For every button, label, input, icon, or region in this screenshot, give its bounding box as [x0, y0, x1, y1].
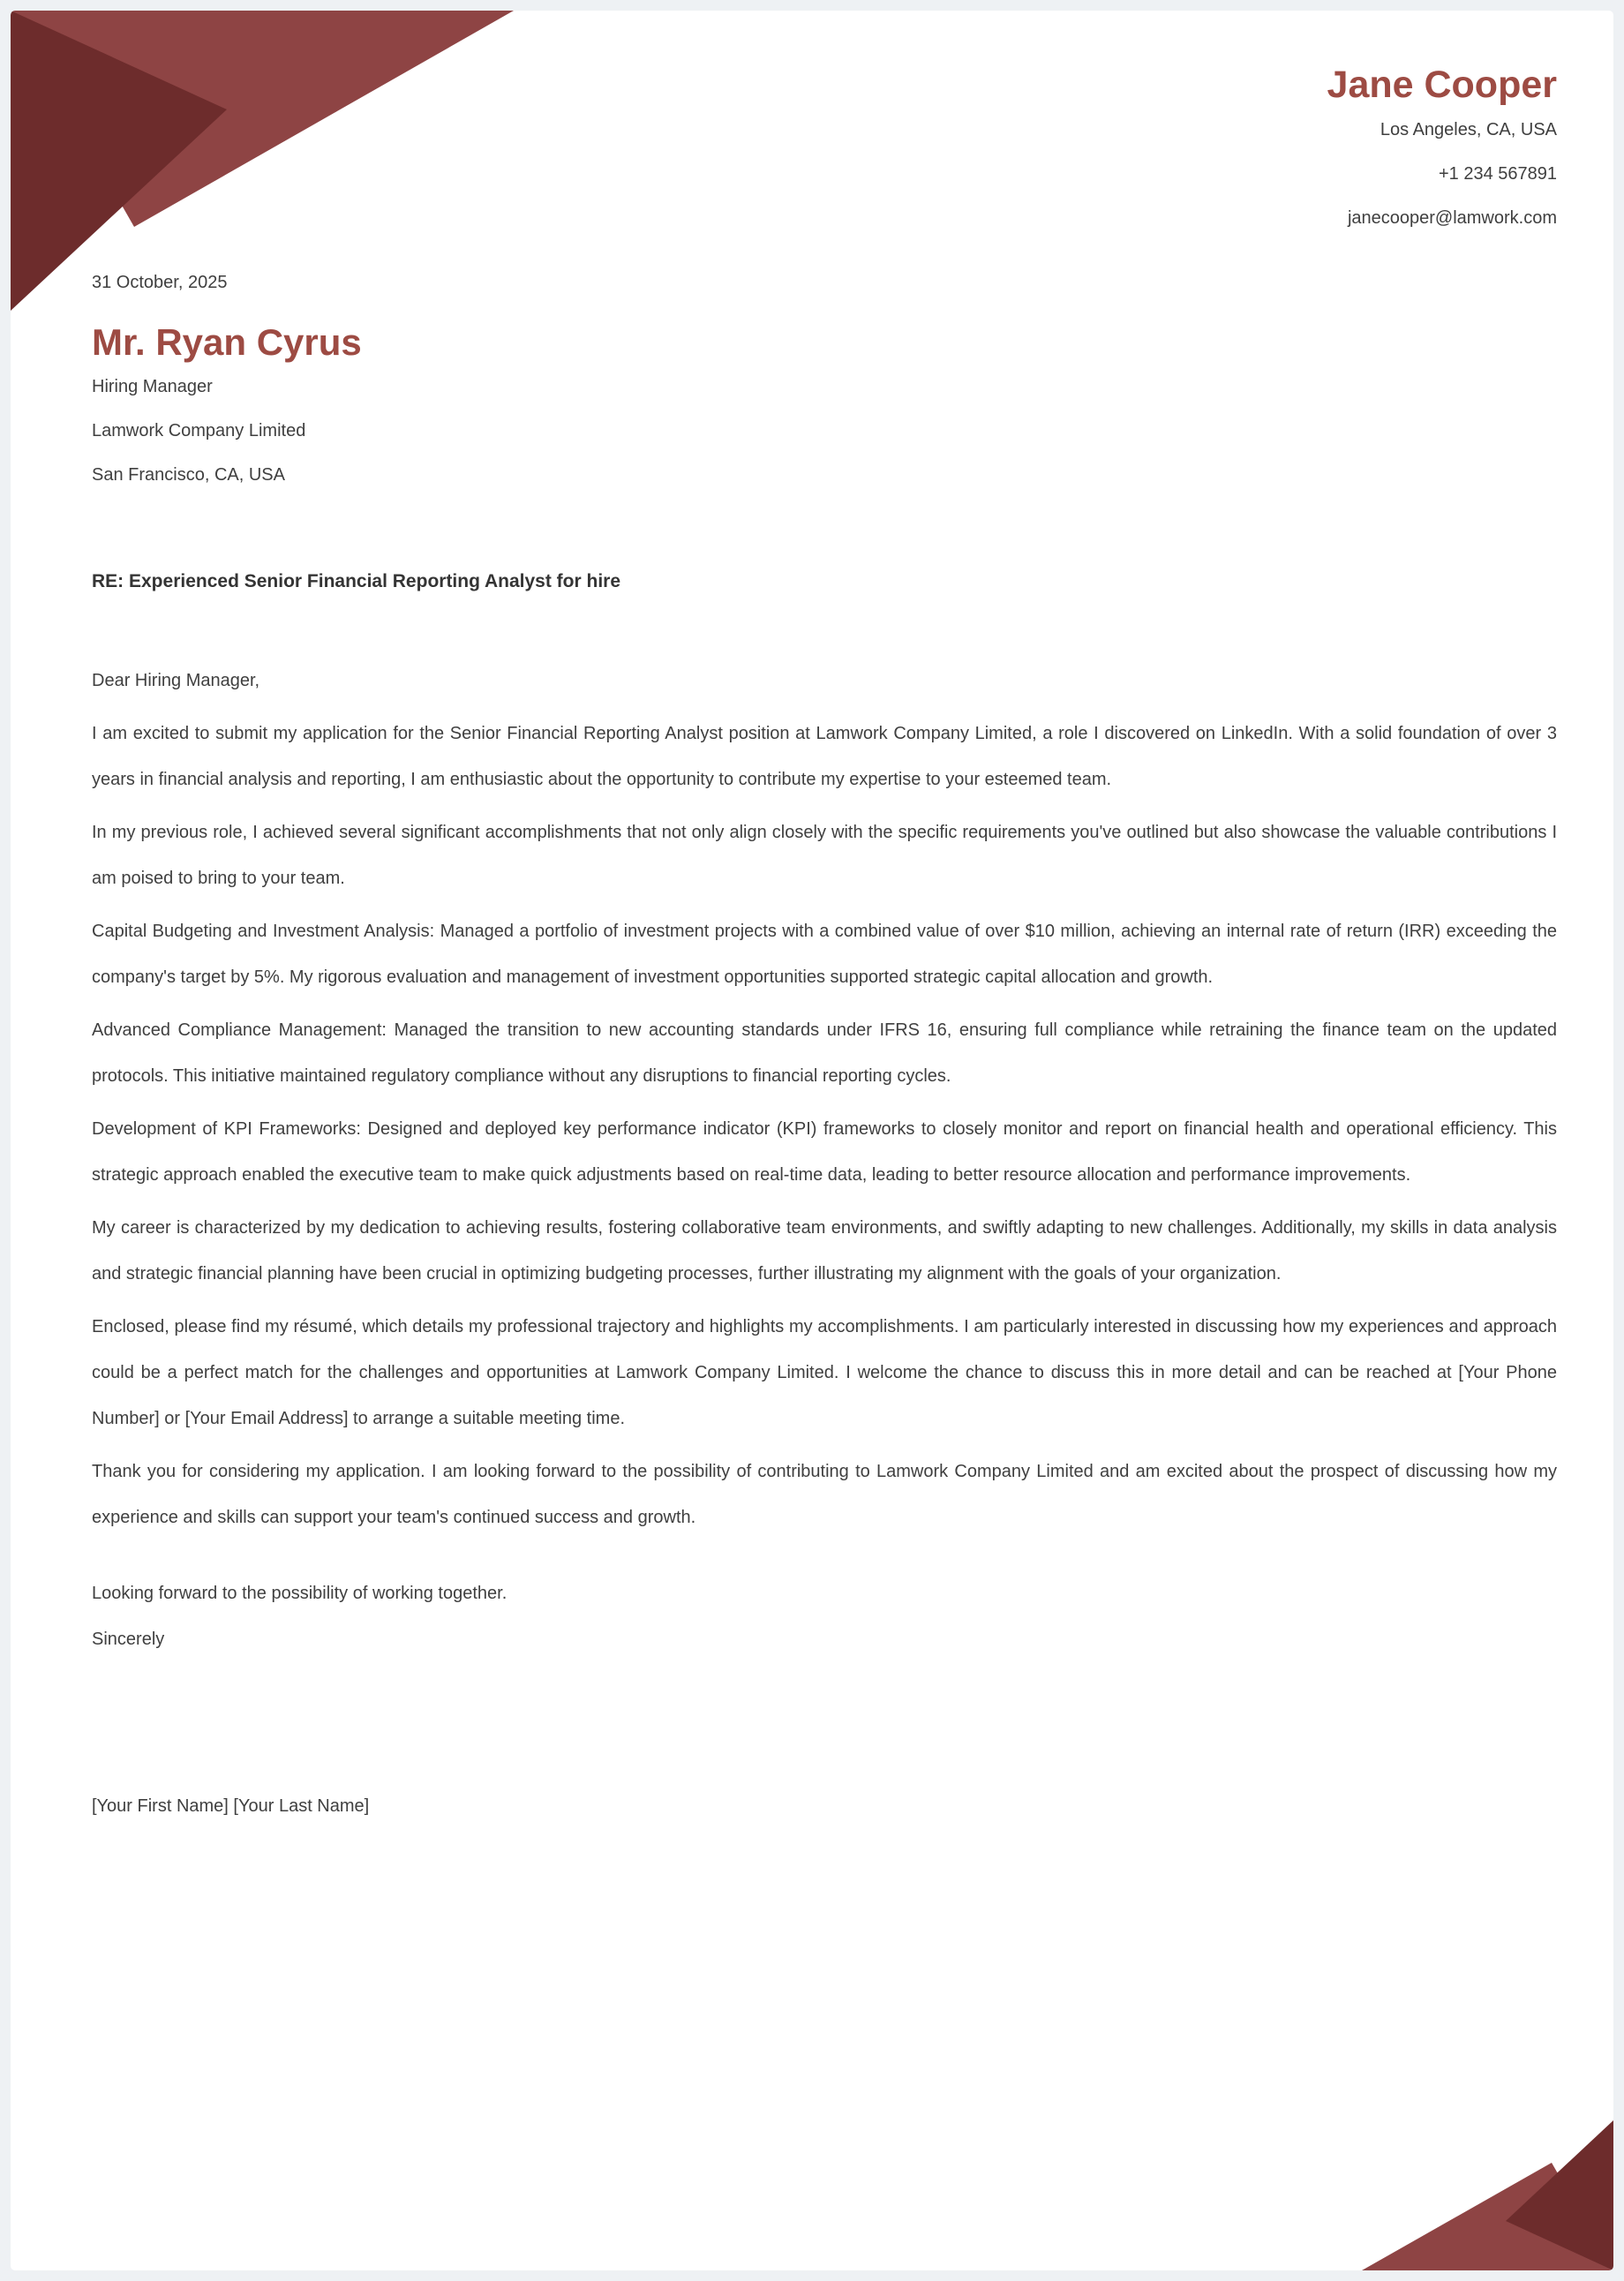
recipient-name: Mr. Ryan Cyrus — [92, 321, 362, 363]
recipient-title: Hiring Manager — [92, 377, 213, 396]
sender-name: Jane Cooper — [1327, 64, 1557, 106]
body-paragraph: Thank you for considering my application. I am looking forward to the possibility of contributing to Lamwork Company Limited and am excited about the prospect of discussing how my experience and skills can support your team's continued success and growth. — [92, 1462, 1557, 1527]
salutation: Dear Hiring Manager, — [92, 671, 260, 690]
sender-phone: +1 234 567891 — [1438, 164, 1557, 184]
closing-line: Looking forward to the possibility of working together. — [92, 1584, 508, 1603]
body-paragraph: Development of KPI Frameworks: Designed and deployed key performance indicator (KPI) frameworks to closely monitor and report on financial health and operational efficiency. This strategic approach enabled the executive team to make quick adjustments based on real-time data, leading to better resource allocation and performance improvements. — [92, 1119, 1557, 1185]
recipient-location: San Francisco, CA, USA — [92, 465, 285, 485]
signature-name: [Your First Name] [Your Last Name] — [92, 1796, 370, 1816]
recipient-block — [92, 320, 1557, 497]
subject-line: RE: Experienced Senior Financial Reporting Analyst for hire — [92, 571, 621, 591]
letter-page — [11, 11, 1613, 2270]
recipient-company: Lamwork Company Limited — [92, 421, 306, 440]
body-paragraph: Capital Budgeting and Investment Analysis: Managed a portfolio of investment projects with a combined value of over $10 million, achieving an internal rate of return (IRR) exceeding the company's target by 5%. My rigorous evaluation and management of investment opportunities supported strategic capital allocation and growth. — [92, 922, 1557, 987]
sender-location: Los Angeles, CA, USA — [1380, 120, 1557, 139]
body-paragraph: My career is characterized by my dedication to achieving results, fostering collaborative team environments, and swiftly adapting to new challenges. Additionally, my skills in data analysis and strategic financial planning have been crucial in optimizing budgeting processes, further illustrating my alignment with the goals of your organization. — [92, 1218, 1557, 1284]
signoff: Sincerely — [92, 1630, 165, 1649]
body-paragraph: I am excited to submit my application for the Senior Financial Reporting Analyst position at Lamwork Company Limited, a role I discovered on LinkedIn. With a solid foundation of over 3 years in financial analysis and reporting, I am enthusiastic about the opportunity to contribute my expertise to your esteemed team. — [92, 724, 1557, 789]
letter-date: 31 October, 2025 — [92, 273, 228, 292]
body-paragraph: Enclosed, please find my résumé, which details my professional trajectory and highlights my accomplishments. I am particularly interested in discussing how my experiences and approach could be a perfect match for the challenges and opportunities at Lamwork Company Limited. I welcome the chance to discuss this in more detail and can be reached at [Your Phone Number] or [Your Email Address] to arrange a suitable meeting time. — [92, 1317, 1557, 1428]
letter-body — [11, 11, 1613, 2270]
body-paragraph: In my previous role, I achieved several significant accomplishments that not only align closely with the specific requirements you've outlined but also showcase the valuable contributions I am poised to bring to your team. — [92, 823, 1557, 888]
sender-email: janecooper@lamwork.com — [1347, 208, 1557, 228]
body-paragraph: Advanced Compliance Management: Managed the transition to new accounting standards under IFRS 16, ensuring full compliance while retraining the finance team on the updated protocols. This initiative maintained regulatory compliance without any disruptions to financial reporting cycles. — [92, 1020, 1557, 1086]
